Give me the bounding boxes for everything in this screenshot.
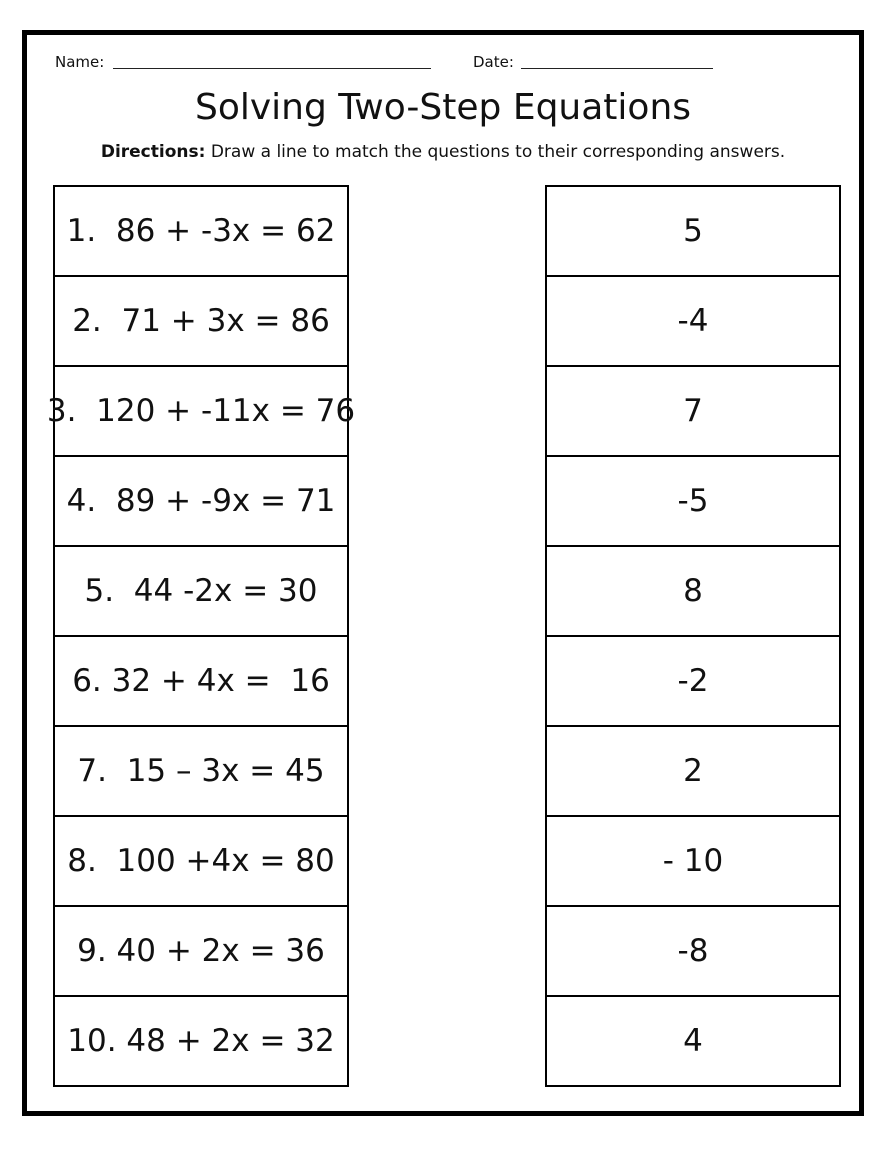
question-cell: 4. 89 + -9x = 71 (55, 457, 347, 547)
question-cell: 5. 44 -2x = 30 (55, 547, 347, 637)
date-label: Date: (473, 53, 514, 71)
directions-text: Draw a line to match the questions to their corresponding answers. (205, 142, 786, 162)
answer-cell: 7 (547, 367, 839, 457)
name-blank-line[interactable] (113, 68, 431, 69)
answer-cell: 8 (547, 547, 839, 637)
question-cell: 7. 15 – 3x = 45 (55, 727, 347, 817)
answers-column (545, 185, 841, 1087)
answer-cell: 5 (547, 187, 839, 277)
name-label: Name: (55, 53, 105, 71)
questions-column (46, 185, 356, 1087)
question-cell: 10. 48 + 2x = 32 (67, 1023, 335, 1059)
answer-cell: -2 (547, 637, 839, 727)
answer-cell: -8 (547, 907, 839, 997)
question-cell: 6. 32 + 4x = 16 (55, 637, 347, 727)
directions-label: Directions: (100, 142, 206, 162)
worksheet-page (22, 30, 864, 1116)
question-cell: 8. 100 +4x = 80 (55, 817, 347, 907)
question-cell: 9. 40 + 2x = 36 (55, 907, 347, 997)
question-cell: 2. 71 + 3x = 86 (55, 277, 347, 367)
date-blank-line[interactable] (521, 68, 713, 69)
worksheet-title: Solving Two-Step Equations (194, 87, 692, 128)
question-cell: 3. 120 + -11x = 76 (55, 367, 347, 457)
answer-cell: -4 (547, 277, 839, 367)
answer-cell: -5 (547, 457, 839, 547)
question-cell: 1. 86 + -3x = 62 (55, 187, 347, 277)
answer-cell: 4 (683, 1023, 703, 1059)
answer-cell: 2 (547, 727, 839, 817)
directions (27, 142, 859, 162)
answer-cell: - 10 (547, 817, 839, 907)
